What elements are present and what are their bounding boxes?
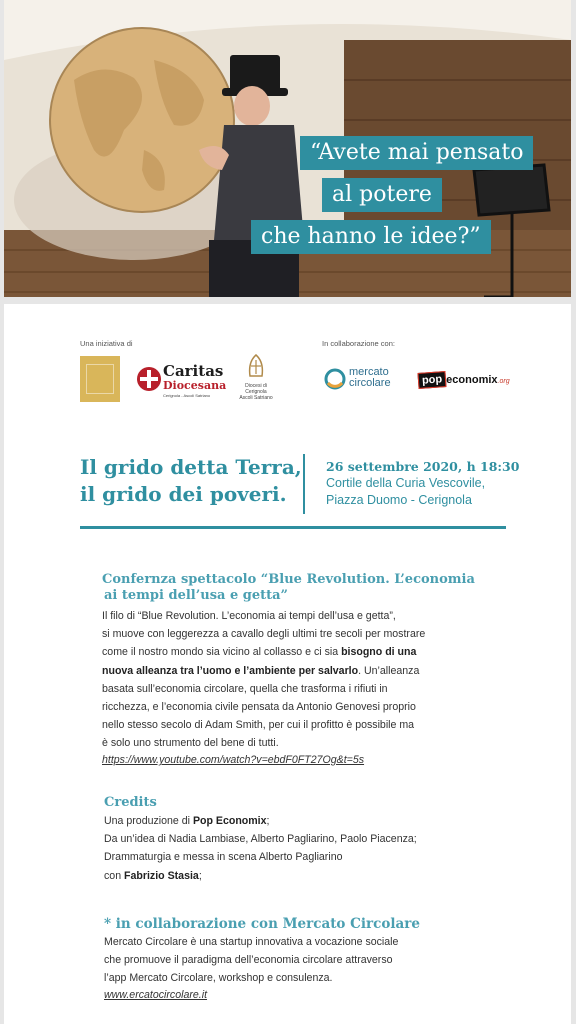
mercato-logo-line-2: circolare — [349, 377, 391, 389]
event-venue-line-1: Cortile della Curia Vescovile, — [326, 476, 486, 490]
conference-line-3-bold: bisogno di una — [341, 646, 417, 659]
conference-line-2: si muove con leggerezza a cavallo degli ultimi tre secoli per mostrare — [102, 628, 426, 641]
hero-quote-line-1: “Avete mai pensato — [300, 136, 533, 170]
event-title-line-1: Il grido detta Terra, — [80, 455, 302, 479]
credits-line-4-end: ; — [198, 869, 202, 882]
conference-line-4-text: . Un’alleanza — [358, 664, 420, 677]
mercato-circle-icon — [324, 368, 346, 390]
hero-quote-line-2: al potere — [322, 178, 442, 212]
credits-line-1-end: ; — [266, 815, 270, 827]
diocese-line-3: Ascoli Satriano — [239, 395, 273, 401]
conference-description — [102, 607, 425, 753]
credits-actor: Fabrizio Stasia — [124, 869, 199, 882]
institution-logo — [80, 356, 120, 402]
caritas-sub: Diocesana — [163, 379, 227, 392]
caritas-logo — [136, 362, 227, 402]
diocese-line-1: Diocesi di — [245, 383, 267, 389]
credits-text — [104, 812, 417, 885]
caritas-name: Caritas — [163, 362, 224, 380]
diocese-line-2: Cerignola — [245, 389, 267, 395]
institution-logo-emblem — [86, 364, 114, 394]
credits-line-1 — [104, 812, 417, 830]
conference-line-1: Il filo di “Blue Revolution. L’economia ai tempi dell’usa e getta”, — [102, 610, 396, 622]
event-title — [80, 454, 302, 508]
hero-quote-line-3: che hanno le idee?” — [251, 220, 491, 254]
credits-title: Credits — [104, 795, 157, 810]
conference-title-line-2: ai tempi dell’usa e getta” — [104, 588, 289, 603]
diocese-logo — [232, 354, 280, 406]
event-info — [326, 458, 519, 509]
mercato-line-2: che promuove il paradigma dell’economia circolare attraverso — [104, 954, 393, 967]
hero-banner — [4, 0, 571, 297]
credits-producer: Pop Economix — [192, 815, 267, 827]
conference-line-6: ricchezza, e l’economia civile pensata da Antonio Genovesi proprio — [102, 701, 416, 714]
mercato-logo-line-1: mercato — [349, 366, 389, 378]
caritas-place: Cerignola - Ascoli Satriano — [163, 393, 211, 398]
conference-line-5: basata sull’economia circolare, quella che trasforma i rifiuti in — [102, 682, 388, 695]
mercato-circolare-logo — [324, 366, 404, 394]
credits-line-3: Drammaturgia e messa in scena Alberto Pagliarino — [104, 851, 343, 864]
credits-line-1-text: Una produzione di — [104, 815, 193, 827]
mercato-line-1: Mercato Circolare è una startup innovativa a vocazione sociale — [104, 936, 399, 948]
initiative-label: Una iniziativa di — [80, 339, 133, 348]
conference-line-3 — [102, 643, 425, 661]
mercato-line-3: l’app Mercato Circolare, workshop e consulenza. — [104, 972, 333, 985]
header-rule — [80, 526, 506, 529]
event-venue-line-2: Piazza Duomo - Cerignola — [326, 493, 472, 507]
diocese-mitre-icon — [242, 354, 270, 378]
mercato-link[interactable]: www.ercatocircolare.it — [104, 989, 208, 1001]
popeconomix-logo — [418, 370, 518, 390]
conference-line-4-bold: nuova alleanza tra l’uomo e l’ambiente per salvarlo — [102, 664, 359, 677]
event-divider — [303, 454, 305, 514]
conference-title — [102, 572, 475, 604]
conference-title-line-1: Confernza spettacolo “Blue Revolution. L’economia — [102, 572, 475, 587]
caritas-cross-icon — [136, 366, 162, 392]
conference-line-3-text: come il nostro mondo sia vicino al collasso e ci sia — [102, 646, 342, 659]
conference-line-7: nello stesso secolo di Adam Smith, per cui il profitto è possibile ma — [102, 719, 415, 732]
mercato-title: * in collaborazione con Mercato Circolare — [104, 916, 420, 932]
document-page — [4, 304, 571, 1024]
popeconomix-pop: pop — [417, 371, 446, 389]
popeconomix-tld: .org — [497, 378, 510, 385]
credits-line-4-text: con — [104, 869, 125, 882]
credits-line-2: Da un’idea di Nadia Lambiase, Alberto Pagliarino, Paolo Piacenza; — [104, 833, 417, 846]
event-title-line-2: il grido dei poveri. — [80, 482, 287, 506]
conference-line-4 — [102, 662, 425, 680]
credits-line-4 — [104, 867, 417, 885]
collaboration-label: In collaborazione con: — [322, 339, 395, 348]
conference-line-8: è solo uno strumento del bene di tutti. — [102, 737, 279, 750]
popeconomix-name: economix — [446, 374, 498, 386]
mercato-text — [104, 933, 398, 988]
youtube-link[interactable]: https://www.youtube.com/watch?v=ebdF0FT27Og&t=5s — [102, 754, 365, 766]
event-date: 26 settembre 2020, h 18:30 — [326, 459, 520, 474]
